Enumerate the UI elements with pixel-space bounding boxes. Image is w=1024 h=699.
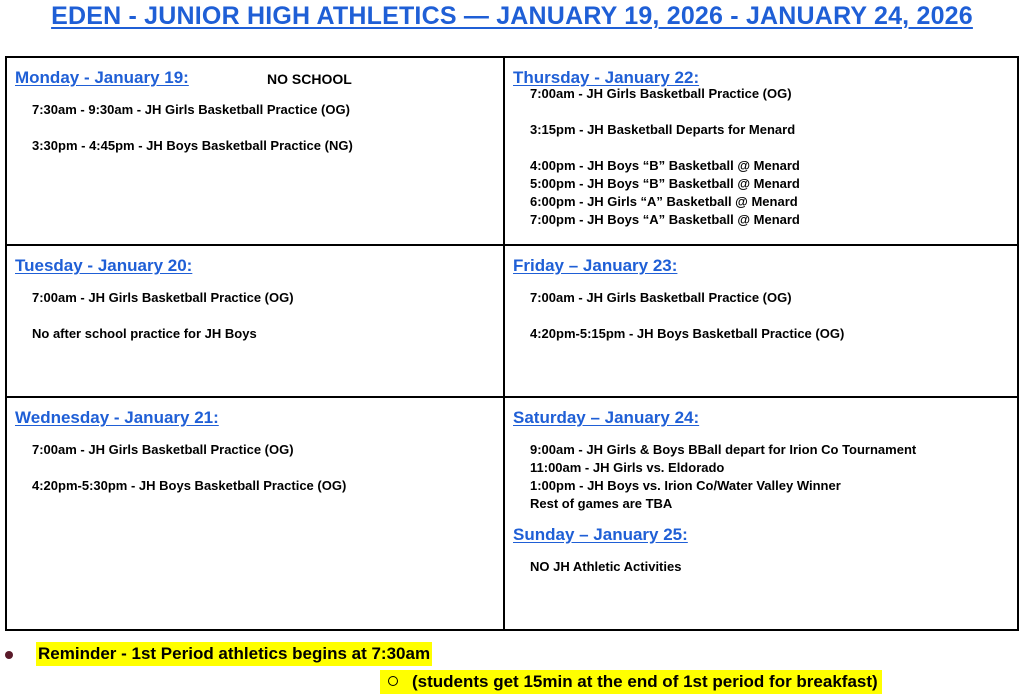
event-item: Rest of games are TBA (530, 496, 673, 511)
day-cell-tuesday (6, 245, 504, 397)
event-item: 3:15pm - JH Basketball Departs for Menard (530, 122, 796, 137)
event-item: 9:00am - JH Girls & Boys BBall depart for Irion Co Tournament (530, 442, 917, 457)
event-item: 7:30am - 9:30am - JH Girls Basketball Practice (OG) (32, 102, 350, 117)
day-cell-thursday (504, 57, 1018, 245)
day-heading-friday: Friday – January 23: (513, 256, 678, 275)
bullet-dot-icon (5, 651, 13, 659)
event-item: 7:00am - JH Girls Basketball Practice (OG) (32, 290, 294, 305)
schedule-table (5, 56, 1019, 631)
event-list-wednesday (32, 441, 495, 495)
day-cell-monday (6, 57, 504, 245)
event-item: 1:00pm - JH Boys vs. Irion Co/Water Valley Winner (530, 478, 841, 493)
day-heading-sunday: Sunday – January 25: (513, 525, 688, 544)
reminder-sub-row (0, 670, 1024, 698)
event-list-thursday (530, 85, 1009, 229)
day-heading-monday: Monday - January 19: (15, 68, 189, 87)
event-item: 7:00am - JH Girls Basketball Practice (OG) (530, 86, 792, 101)
reminder-bullet-row (0, 642, 1024, 672)
schedule-row-1 (6, 57, 1018, 245)
event-item: 5:00pm - JH Boys “B” Basketball @ Menard (530, 176, 800, 191)
event-item: 7:00am - JH Girls Basketball Practice (OG) (530, 290, 792, 305)
event-item: 7:00pm - JH Boys “A” Basketball @ Menard (530, 212, 800, 227)
event-item: No after school practice for JH Boys (32, 326, 257, 341)
reminder-main: Reminder - 1st Period athletics begins at 7:30am (36, 642, 432, 666)
event-list-friday (530, 289, 1009, 343)
schedule-row-2 (6, 245, 1018, 397)
event-item: 4:20pm-5:30pm - JH Boys Basketball Practice (OG) (32, 478, 347, 493)
page-title-text: EDEN - JUNIOR HIGH ATHLETICS — JANUARY 19, 2026 - JANUARY 24, 2026 (51, 2, 973, 30)
day-cell-wednesday (6, 397, 504, 630)
no-school-note: NO SCHOOL (267, 71, 352, 87)
event-item: 4:00pm - JH Boys “B” Basketball @ Menard (530, 158, 800, 173)
event-list-sunday (530, 558, 1009, 576)
schedule-row-3 (6, 397, 1018, 630)
day-heading-thursday: Thursday - January 22: (513, 68, 700, 87)
event-item: 11:00am - JH Girls vs. Eldorado (530, 460, 725, 475)
reminder-sub: (students get 15min at the end of 1st period for breakfast) (412, 672, 878, 691)
event-item: 3:30pm - 4:45pm - JH Boys Basketball Practice (NG) (32, 138, 353, 153)
event-item: NO JH Athletic Activities (530, 559, 682, 574)
event-list-monday (32, 101, 495, 155)
event-item: 4:20pm-5:15pm - JH Boys Basketball Practice (OG) (530, 326, 845, 341)
day-heading-tuesday: Tuesday - January 20: (15, 256, 193, 275)
day-cell-friday (504, 245, 1018, 397)
day-heading-wednesday: Wednesday - January 21: (15, 408, 219, 427)
event-item: 6:00pm - JH Girls “A” Basketball @ Menard (530, 194, 798, 209)
day-heading-saturday: Saturday – January 24: (513, 408, 700, 427)
day-cell-saturday-sunday (504, 397, 1018, 630)
hollow-bullet-icon (388, 676, 398, 686)
event-list-saturday (530, 441, 1009, 513)
event-item: 7:00am - JH Girls Basketball Practice (OG) (32, 442, 294, 457)
reminder-sub-highlight (380, 670, 882, 694)
event-list-tuesday (32, 289, 495, 343)
page-title (0, 2, 1024, 31)
